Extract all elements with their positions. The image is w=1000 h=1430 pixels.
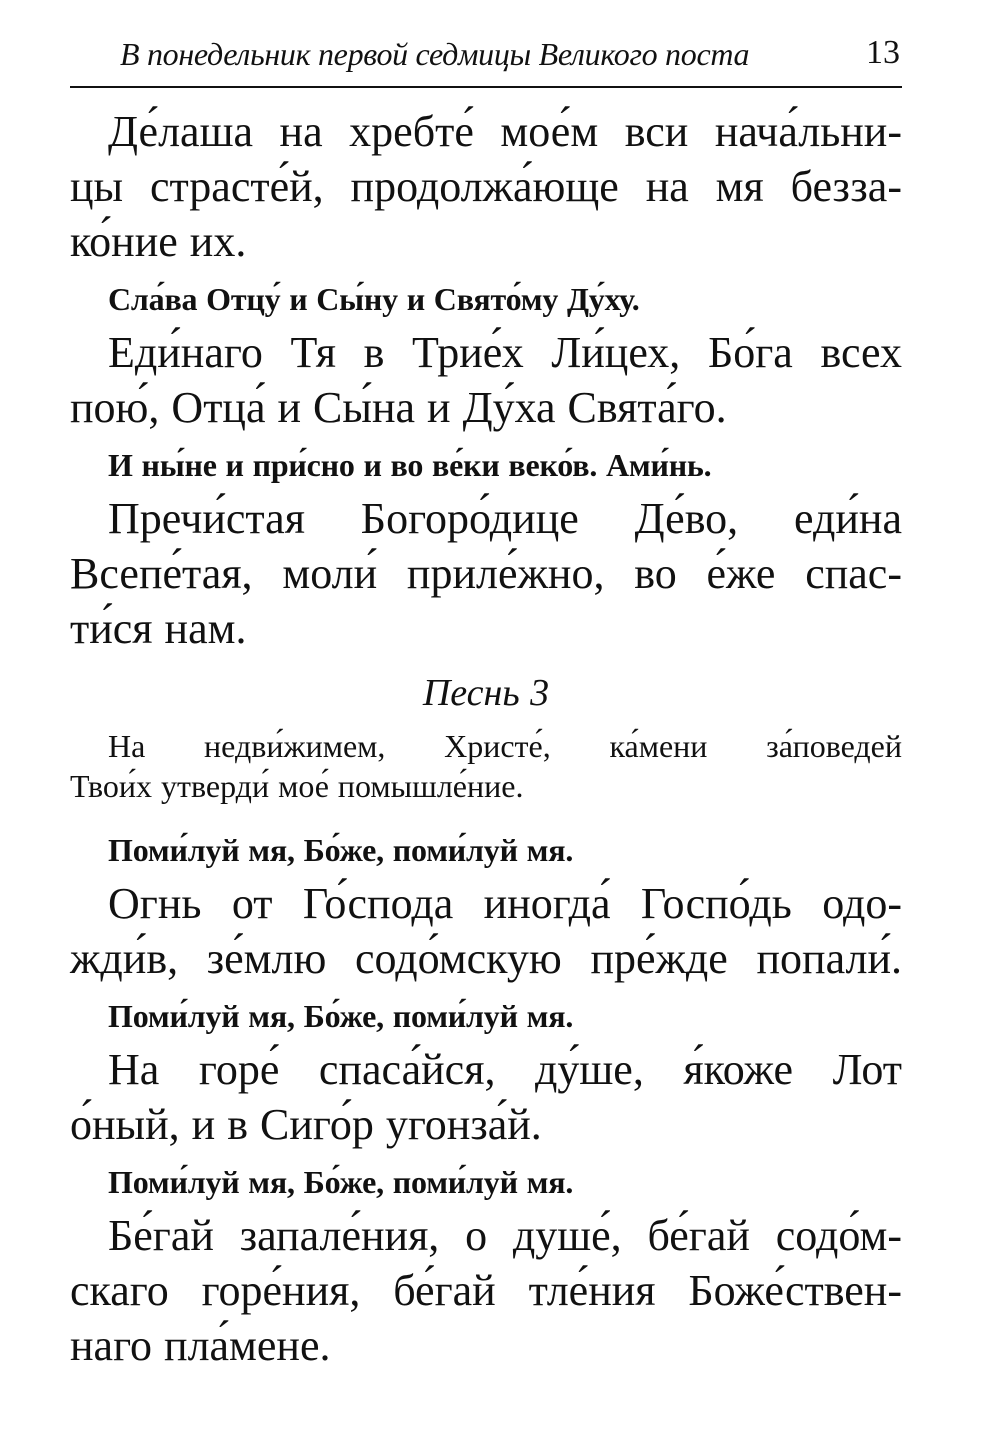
text-line: цы страсте́й, продолжа́юще на мя безза- (70, 162, 902, 211)
text-line: Всепе́тая, моли́ приле́жно, во е́же спас- (70, 549, 902, 598)
text-line: На горе́ спаса́йся, ду́ше, я́коже Лот (108, 1045, 902, 1094)
text-line: ти́ся нам. (70, 604, 247, 653)
refrain-glory: Сла́ва Отцу́ и Сы́ну и Свято́му Ду́ху. (108, 281, 640, 317)
text-line: ко́ние их. (70, 217, 247, 266)
text-line: наго пла́мене. (70, 1321, 331, 1370)
page-number: 13 (866, 34, 900, 71)
theotokion-paragraph (70, 491, 902, 656)
text-line: Пречи́стая Богоро́дице Де́во, еди́на (108, 494, 902, 543)
refrain-have-mercy: Поми́луй мя, Бо́же, поми́луй мя. (108, 998, 574, 1034)
refrain-have-mercy: Поми́луй мя, Бо́же, поми́луй мя. (108, 832, 574, 868)
text-line: жди́в, зе́млю содо́мскую пре́жде попали́. (70, 934, 902, 983)
troparion-paragraph (70, 104, 902, 269)
text-line: На недви́жимем, Христе́, ка́мени за́поведей (108, 728, 902, 764)
troparion-paragraph (70, 1208, 902, 1373)
text-line: Бе́гай запале́ния, о душе́, бе́гай содо́м- (108, 1211, 902, 1260)
text-line: пою́, Отца́ и Сы́на и Ду́ха Свята́го. (70, 383, 727, 432)
text-line: Де́лаша на хребте́ мое́м вси нача́льни- (108, 107, 902, 156)
ode-heading: Песнь 3 (422, 672, 550, 714)
text-line: Огнь от Го́спода иногда́ Госпо́дь одо- (108, 879, 902, 928)
running-header (70, 28, 902, 88)
text-line: о́ный, и в Сиго́р угонза́й. (70, 1100, 542, 1149)
troparion-paragraph (70, 1042, 902, 1152)
page-body (70, 104, 902, 1381)
header-title: В понедельник первой седмицы Великого поста (120, 36, 750, 72)
text-line: Еди́наго Тя в Трие́х Ли́цех, Бо́га всех (108, 328, 902, 377)
troparion-paragraph (70, 876, 902, 986)
irmos-paragraph (70, 726, 902, 806)
refrain-now-and-ever: И ны́не и при́сно и во ве́ки веко́в. Ами́нь. (108, 447, 712, 483)
text-line: скаго горе́ния, бе́гай тле́ния Боже́ствен- (70, 1266, 902, 1315)
refrain-have-mercy: Поми́луй мя, Бо́же, поми́луй мя. (108, 1164, 574, 1200)
troparion-paragraph (70, 325, 902, 435)
text-line: Твои́х утверди́ мое́ помышле́ние. (70, 768, 524, 804)
